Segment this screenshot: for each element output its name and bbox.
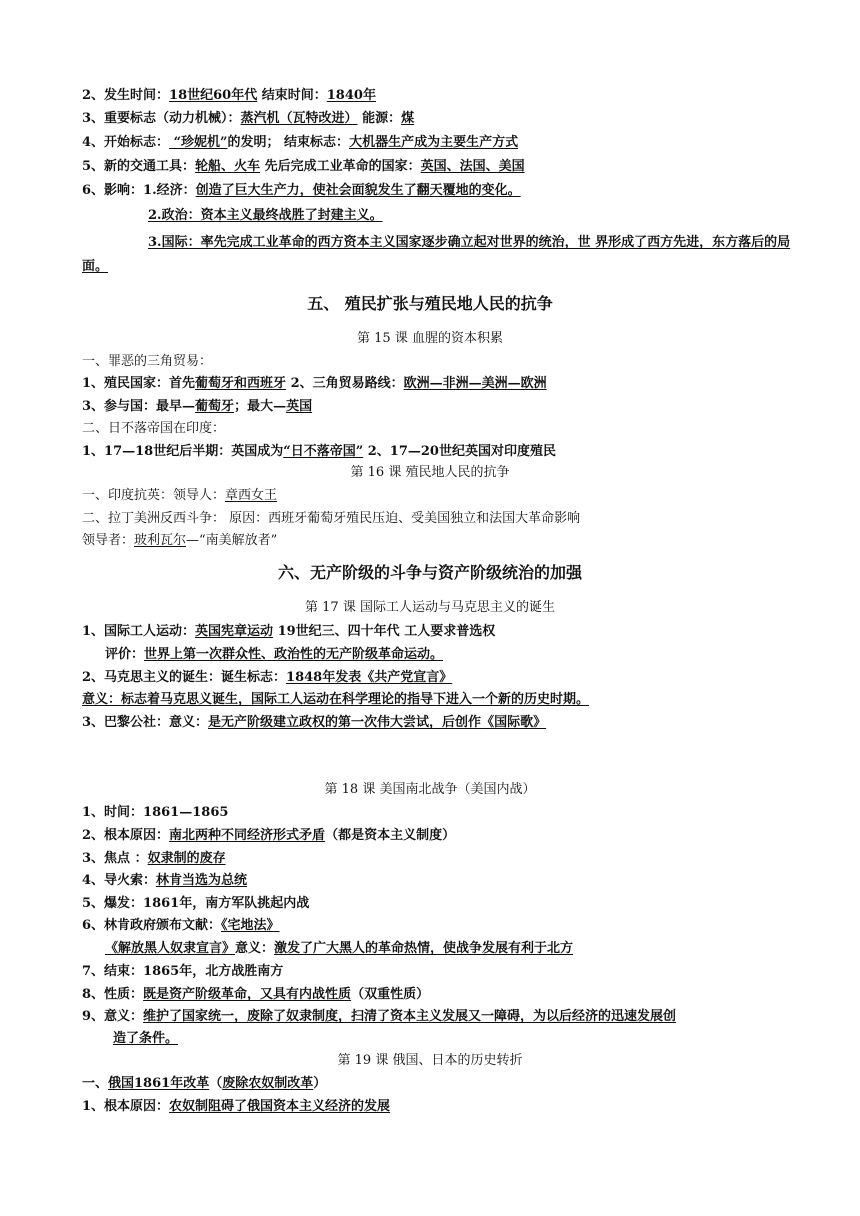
underlined-text: 既是资产阶级革命，又具有内战性质: [143, 987, 352, 1002]
line-documents: [82, 916, 800, 936]
underlined-text: 林肯当选为总统: [156, 873, 248, 888]
text: 4、导火索：: [82, 873, 157, 888]
lesson-17-title: 第 17 课 国际工人运动与马克思主义的诞生: [305, 600, 555, 615]
line-evaluation: [105, 645, 800, 665]
underlined-text: 葡萄牙: [195, 399, 235, 414]
underlined-text: 《解放黑人奴隶宣言》: [105, 941, 236, 956]
line-participants: [82, 397, 800, 417]
underlined-text: 造了条件。: [113, 1031, 179, 1046]
line-marxism: [82, 668, 800, 688]
unit-five-heading: 五、 殖民扩张与殖民地人民的抗争: [307, 294, 553, 313]
text: 2、三角贸易路线：: [286, 376, 404, 391]
line-time: [82, 86, 800, 106]
text: 8、性质：: [82, 987, 144, 1002]
lesson-18-title: 第 18 课 美国南北战争（美国内战）: [324, 782, 536, 797]
underlined-text: 废除农奴制改革: [222, 1076, 314, 1091]
text: 领导者：: [82, 533, 135, 548]
unit-six-heading: 六、无产阶级的斗争与资产阶级统治的加强: [277, 563, 582, 582]
underlined-text: 是无产阶级建立政权的第一次伟大尝试，后创作: [208, 715, 482, 730]
line-influence-politics: [148, 206, 800, 226]
text: 1、根本原因：: [82, 1099, 170, 1114]
line-triangle-trade: 一、罪恶的三角贸易：: [82, 354, 213, 369]
underlined-text: 2.政治：资本主义最终战胜了封建主义。: [148, 208, 383, 223]
line-significance-cont: [113, 1029, 800, 1049]
lesson-16-title: 第 16 课 殖民地人民的抗争: [350, 465, 510, 480]
line-war-time: 1、时间：1861—1865: [82, 805, 229, 820]
line-emancipation: [105, 939, 800, 959]
line-transport: [82, 157, 800, 177]
underlined-text: 1840年: [326, 88, 376, 103]
underlined-text: 大机器生产成为主要生产方式: [349, 135, 519, 150]
text: 一、: [82, 1076, 109, 1091]
underlined-text: 世界上第一次群众性、政治性的无产阶级革命运动。: [144, 647, 444, 662]
line-symbol: [82, 109, 800, 129]
text: ）: [313, 1076, 327, 1091]
line-empire-india: 二、日不落帝国在印度：: [82, 421, 226, 436]
underlined-text: 《宅地法》: [221, 918, 280, 933]
text: ；最大—: [234, 399, 287, 414]
text: 9、意义：: [82, 1009, 144, 1024]
text: 1、17—18世纪后半期：英国成为: [82, 444, 284, 459]
text: 1、国际工人运动：: [82, 624, 196, 639]
text: 1、殖民国家：首先: [82, 376, 196, 391]
text: （: [209, 1076, 223, 1091]
underlined-text: 英国: [286, 399, 313, 414]
text: —“南美解放者”: [186, 533, 278, 548]
line-russia-reform: [82, 1074, 800, 1094]
underlined-text: 创造了巨大生产力，使社会面貌发生了翻天覆地的变化。: [195, 183, 521, 198]
text: 6、影响：1.经济：: [82, 183, 196, 198]
text: 3、参与国：最早—: [82, 399, 196, 414]
text: 能源：: [357, 111, 402, 126]
underlined-text: 蒸汽机（瓦特改进）: [240, 111, 358, 126]
text: 2、发生时间：: [82, 88, 170, 103]
text: 19世纪三、四十年代 工人要求普选权: [273, 624, 496, 639]
lesson-15-title: 第 15 课 血腥的资本积累: [357, 331, 503, 346]
line-marxism-significance: [82, 690, 800, 710]
line-start-end: [82, 133, 800, 153]
line-workers-movement: [82, 622, 800, 642]
underlined-text: 维护了国家统一，废除了奴隶制度，扫清了资本主义发展又一障碍，为以后经济的迅速发展创: [143, 1009, 677, 1024]
text: 结束时间：: [257, 88, 327, 103]
line-empire-period: [82, 442, 800, 462]
line-focus: [82, 849, 800, 869]
line-trigger: [82, 871, 800, 891]
text: 5、新的交通工具：: [82, 159, 196, 174]
line-influence-economy: [82, 181, 800, 201]
line-nature: [82, 985, 800, 1005]
underlined-text: 俄国1861年改革: [108, 1076, 210, 1091]
underlined-text: 农奴制阻碍了俄国资本主义经济的发展: [169, 1099, 391, 1114]
underlined-text: 欧洲—非洲—美洲—欧洲: [403, 376, 547, 391]
text: 6、林肯政府颁布文献：: [82, 918, 222, 933]
underlined-text: 1848年发表《共产党宣言》: [286, 670, 453, 685]
text: 评价：: [105, 647, 145, 662]
underlined-text: 玻利瓦尔: [134, 533, 187, 548]
underlined-text: 南北两种不同经济形式矛盾: [169, 828, 326, 843]
line-leader: [82, 531, 800, 551]
text: 2、根本原因：: [82, 828, 170, 843]
text: （双重性质）: [351, 987, 430, 1002]
line-colonial-countries: [82, 374, 800, 394]
underlined-text: “日不落帝国”: [283, 444, 364, 459]
text: 3、重要标志（动力机械）：: [82, 111, 241, 126]
text: 3、巴黎公社：意义：: [82, 715, 209, 730]
line-influence-international: [82, 231, 800, 279]
underlined-text: 意义：标志着马克思义诞生，国际工人运动在科学理论的指导下进入一个新的历史时期。: [82, 692, 590, 707]
underlined-text: 18世纪60年代: [169, 88, 258, 103]
lesson-19-title: 第 19 课 俄国、日本的历史转折: [337, 1053, 523, 1068]
line-paris-commune: [82, 713, 800, 733]
line-latin-america: 二、拉丁美洲反西斗争： 原因：西班牙葡萄牙殖民压迫、受美国独立和法国大革命影响: [82, 511, 581, 526]
underlined-text: 煤: [401, 111, 415, 126]
underlined-text: 激发了广大黑人的革命热情，使战争发展有利于北方: [274, 941, 574, 956]
text: 4、开始标志：: [82, 135, 170, 150]
text: （都是资本主义制度）: [325, 828, 456, 843]
text: 2、马克思主义的诞生：诞生标志：: [82, 670, 287, 685]
line-significance: [82, 1007, 800, 1027]
text: 意义：: [235, 941, 275, 956]
line-end: 7、结束：1865年，北方战胜南方: [82, 964, 284, 979]
underlined-text: 奴隶制的废存: [147, 851, 226, 866]
underlined-text: 葡萄牙和西班牙: [195, 376, 287, 391]
text: 的发明； 结束标志：: [227, 135, 350, 150]
underlined-text: 《国际歌》: [481, 715, 547, 730]
underlined-text: “珍妮机”: [169, 135, 228, 150]
text: 先后完成工业革命的国家：: [260, 159, 421, 174]
underlined-text: 轮船、火车: [195, 159, 261, 174]
underlined-text: 章西女王: [225, 488, 278, 503]
line-russia-cause: [82, 1097, 800, 1117]
underlined-text: 3.国际：率先完成工业革命的西方资本主义国家逐步确立起对世界的统治，世 界形成了西方先进，东方落后的局面。: [82, 235, 791, 274]
underlined-text: 英国、法国、美国: [420, 159, 525, 174]
text: 2、17—20世纪英国对印度殖民: [363, 444, 556, 459]
line-outbreak: 5、爆发：1861年，南方军队挑起内战: [82, 896, 310, 911]
line-india-resistance: [82, 486, 800, 506]
text: 3、焦点 ：: [82, 851, 148, 866]
underlined-text: 英国宪章运动: [195, 624, 274, 639]
line-root-cause: [82, 826, 800, 846]
text: 一、印度抗英：领导人：: [82, 488, 226, 503]
